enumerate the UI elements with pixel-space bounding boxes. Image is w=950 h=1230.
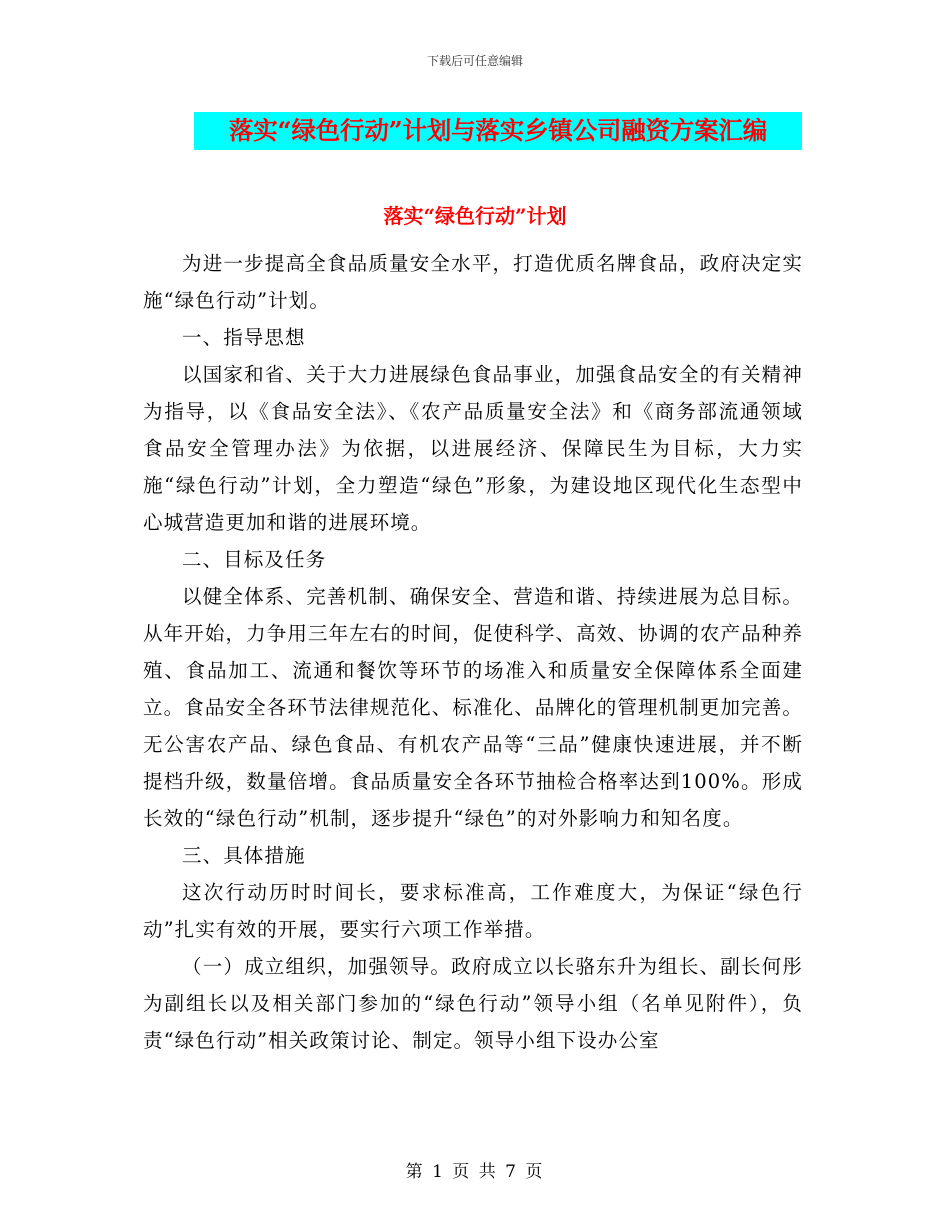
document-title: 落实“绿色行动”计划与落实乡镇公司融资方案汇编 [194, 112, 802, 150]
paragraph: 这次行动历时时间长，要求标准高，工作难度大，为保证“绿色行动”扎实有效的开展，要实行六项工作举措。 [143, 881, 803, 941]
page-number: 第 1 页 共 7 页 [405, 1162, 545, 1182]
document-body [143, 245, 803, 1059]
header-note: 下载后可任意编辑 [426, 54, 523, 68]
section-heading: 三、具体措施 [182, 844, 306, 867]
paragraph: 以国家和省、关于大力进展绿色食品事业，加强食品安全的有关精神为指导，以《食品安全法》、《农产品质量安全法》和《商务部流通领域食品安全管理办法》为依据，以进展经济、保障民生为目标，大力实施“绿色行动”计划，全力塑造“绿色”形象，为建设地区现代化生态型中心城营造更加和谐的进展环境。 [143, 363, 803, 534]
paragraph: 以健全体系、完善机制、确保安全、营造和谐、持续进展为总目标。从年开始，力争用三年左右的时间，促使科学、高效、协调的农产品种养殖、食品加工、流通和餐饮等环节的场准入和质量安全保障体系全面建立。食品安全各环节法律规范化、标准化、品牌化的管理机制更加完善。无公害农产品、绿色食品、有机农产品等“三品”健康快速进展，并不断提档升级，数量倍增。食品质量安全各环节抽检合格率达到100%。形成长效的“绿色行动”机制，逐步提升“绿色”的对外影响力和知名度。 [143, 585, 803, 830]
paragraph: 为进一步提高全食品质量安全水平，打造优质名牌食品，政府决定实施“绿色行动”计划。 [143, 252, 803, 312]
paragraph: （一）成立组织，加强领导。政府成立以长骆东升为组长、副长何彤为副组长以及相关部门参加的“绿色行动”领导小组（名单见附件），负责“绿色行动”相关政策讨论、制定。领导小组下设办公室 [143, 955, 803, 1052]
section-heading: 二、目标及任务 [182, 548, 327, 571]
section-heading: 一、指导思想 [182, 326, 306, 349]
section-title: 落实“绿色行动”计划 [383, 204, 567, 228]
